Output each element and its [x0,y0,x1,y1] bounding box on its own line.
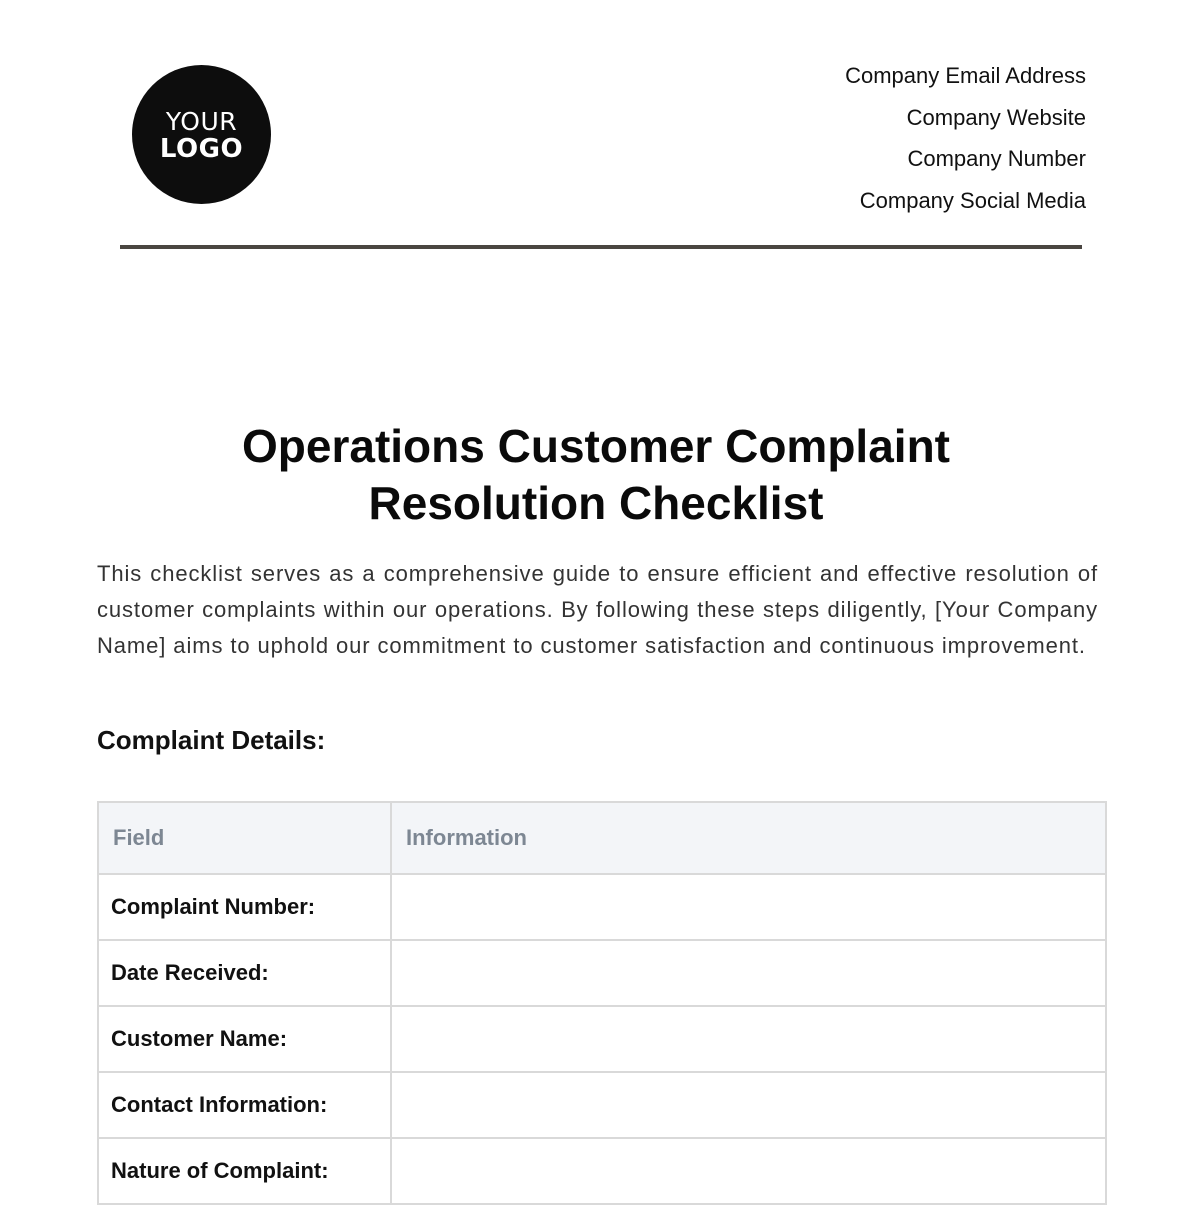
information-cell[interactable] [391,1138,1106,1204]
company-website: Company Website [906,104,1086,130]
table-header-row [98,802,1106,874]
intro-paragraph: This checklist serves as a comprehensive guide to ensure efficient and effective resolution of customer complaints within our operations. By following these steps diligently, [Your Company Name] aims to uphold our commitment to customer satisfaction and continuous improvement. [97,561,1098,658]
information-cell[interactable] [391,1072,1106,1138]
information-cell[interactable] [391,874,1106,940]
information-cell[interactable] [391,1006,1106,1072]
field-label: Complaint Number: [98,874,391,940]
company-logo [132,65,271,204]
table-row [98,1138,1106,1204]
field-label: Date Received: [98,940,391,1006]
section-heading-complaint-details: Complaint Details: [97,725,326,755]
table-row [98,940,1106,1006]
document-title [0,418,1192,532]
complaint-details-table [97,801,1107,1205]
logo-text-logo: LOGO [159,134,244,164]
company-email: Company Email Address [845,63,1086,88]
field-label: Customer Name: [98,1006,391,1072]
field-label: Contact Information: [98,1072,391,1138]
field-label: Nature of Complaint: [98,1138,391,1204]
table-row [98,874,1106,940]
table-row [98,1072,1106,1138]
column-header-field: Field [98,802,391,874]
company-social-media: Company Social Media [859,187,1086,213]
title-line-2: Resolution Checklist [368,477,824,529]
information-cell[interactable] [391,940,1106,1006]
table-row [98,1006,1106,1072]
header-divider [120,245,1082,249]
title-line-1: Operations Customer Complaint [242,420,950,472]
logo-text-your: YOUR [165,107,238,136]
company-number: Company Number [907,146,1086,171]
company-info [845,55,1086,221]
column-header-information: Information [391,802,1106,874]
